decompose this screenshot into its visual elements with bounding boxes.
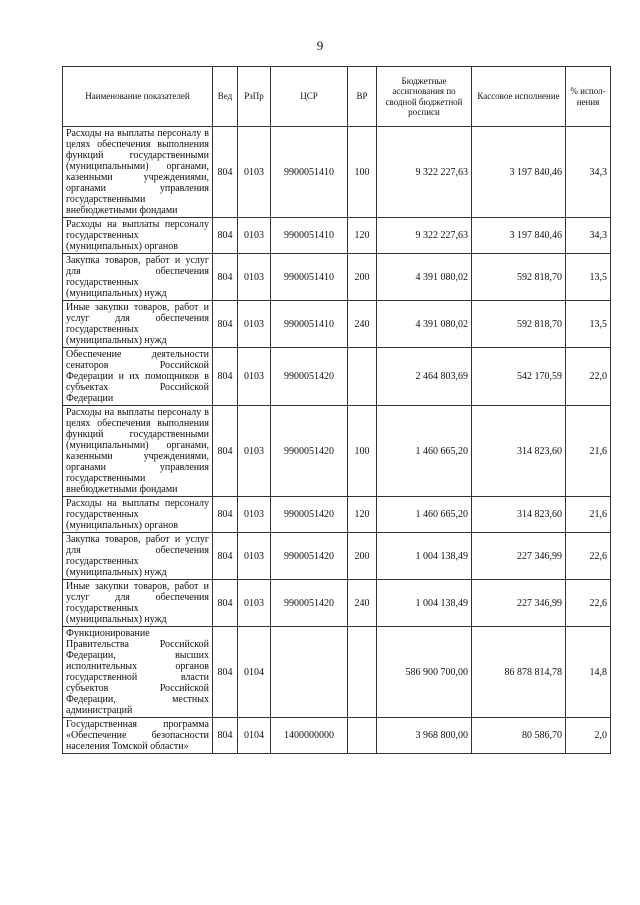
cell-budget: 9 322 227,63 (377, 127, 472, 218)
cell-csr: 9900051410 (271, 218, 348, 254)
cell-rzpr: 0103 (238, 301, 271, 348)
cell-name: Расходы на выплаты персоналу государственных (муниципальных) органов (63, 497, 213, 533)
cell-vr (348, 718, 377, 754)
cell-ved: 804 (213, 218, 238, 254)
cell-rzpr: 0103 (238, 127, 271, 218)
table-header-row (63, 67, 611, 127)
cell-cash: 314 823,60 (472, 497, 566, 533)
cell-name: Расходы на выплаты персоналу государственных (муниципальных) органов (63, 218, 213, 254)
cell-rzpr: 0103 (238, 254, 271, 301)
cell-vr: 200 (348, 533, 377, 580)
cell-vr: 240 (348, 301, 377, 348)
cell-percent: 2,0 (566, 718, 611, 754)
cell-rzpr: 0103 (238, 218, 271, 254)
cell-ved: 804 (213, 497, 238, 533)
cell-rzpr: 0104 (238, 627, 271, 718)
cell-cash: 314 823,60 (472, 406, 566, 497)
cell-cash: 3 197 840,46 (472, 218, 566, 254)
cell-csr: 9900051420 (271, 348, 348, 406)
cell-csr: 9900051420 (271, 533, 348, 580)
cell-csr: 9900051410 (271, 127, 348, 218)
header-cash: Кассовое исполнение (472, 67, 566, 127)
cell-csr (271, 627, 348, 718)
table-row (63, 497, 611, 533)
cell-budget: 1 460 665,20 (377, 497, 472, 533)
cell-ved: 804 (213, 348, 238, 406)
cell-name: Закупка товаров, работ и услуг для обеспечения государственных (муниципальных) нужд (63, 254, 213, 301)
cell-vr (348, 348, 377, 406)
cell-rzpr: 0104 (238, 718, 271, 754)
header-name: Наименование показателей (63, 67, 213, 127)
cell-budget: 1 004 138,49 (377, 580, 472, 627)
header-budget: Бюджетные ассигнования по сводной бюджетной росписи (377, 67, 472, 127)
cell-rzpr: 0103 (238, 406, 271, 497)
table-row (63, 627, 611, 718)
cell-budget: 3 968 800,00 (377, 718, 472, 754)
cell-ved: 804 (213, 301, 238, 348)
cell-name: Обеспечение деятельности сенаторов Российской Федерации и их помощников в субъектах Российской Федерации (63, 348, 213, 406)
cell-budget: 4 391 080,02 (377, 254, 472, 301)
cell-name: Расходы на выплаты персоналу в целях обеспечения выполнения функций государственными (муниципальными) органами, казенными учреждениями, органами управления государственными внебюджетными фондами (63, 127, 213, 218)
cell-percent: 21,6 (566, 406, 611, 497)
cell-percent: 13,5 (566, 254, 611, 301)
cell-ved: 804 (213, 718, 238, 754)
cell-rzpr: 0103 (238, 580, 271, 627)
cell-budget: 586 900 700,00 (377, 627, 472, 718)
cell-vr: 240 (348, 580, 377, 627)
cell-cash: 227 346,99 (472, 580, 566, 627)
cell-ved: 804 (213, 580, 238, 627)
cell-budget: 4 391 080,02 (377, 301, 472, 348)
cell-cash: 86 878 814,78 (472, 627, 566, 718)
cell-percent: 22,0 (566, 348, 611, 406)
cell-vr: 120 (348, 218, 377, 254)
cell-budget: 1 460 665,20 (377, 406, 472, 497)
cell-ved: 804 (213, 406, 238, 497)
header-percent: % испол-нения (566, 67, 611, 127)
table-row (63, 533, 611, 580)
cell-percent: 14,8 (566, 627, 611, 718)
page-number: 9 (316, 38, 324, 53)
cell-vr: 120 (348, 497, 377, 533)
cell-cash: 592 818,70 (472, 254, 566, 301)
table-row (63, 127, 611, 218)
table-row (63, 406, 611, 497)
cell-ved: 804 (213, 533, 238, 580)
cell-name: Государственная программа «Обеспечение безопасности населения Томской области» (63, 718, 213, 754)
cell-cash: 227 346,99 (472, 533, 566, 580)
cell-rzpr: 0103 (238, 497, 271, 533)
cell-ved: 804 (213, 254, 238, 301)
header-csr: ЦСР (271, 67, 348, 127)
cell-budget: 2 464 803,69 (377, 348, 472, 406)
cell-name: Расходы на выплаты персоналу в целях обеспечения выполнения функций государственными (муниципальными) органами, казенными учреждениями, органами управления государственными внебюджетными фондами (63, 406, 213, 497)
header-rzpr: РзПр (238, 67, 271, 127)
cell-percent: 22,6 (566, 580, 611, 627)
cell-csr: 9900051410 (271, 254, 348, 301)
budget-execution-table (62, 66, 611, 754)
cell-percent: 34,3 (566, 218, 611, 254)
cell-name: Иные закупки товаров, работ и услуг для обеспечения государственных (муниципальных) нужд (63, 580, 213, 627)
table-row (63, 718, 611, 754)
cell-ved: 804 (213, 627, 238, 718)
cell-csr: 9900051420 (271, 497, 348, 533)
header-ved: Вед (213, 67, 238, 127)
table-row (63, 580, 611, 627)
cell-rzpr: 0103 (238, 348, 271, 406)
cell-cash: 592 818,70 (472, 301, 566, 348)
table-row (63, 254, 611, 301)
table-row (63, 348, 611, 406)
cell-percent: 21,6 (566, 497, 611, 533)
cell-percent: 34,3 (566, 127, 611, 218)
cell-csr: 9900051420 (271, 406, 348, 497)
cell-cash: 542 170,59 (472, 348, 566, 406)
cell-name: Иные закупки товаров, работ и услуг для обеспечения государственных (муниципальных) нужд (63, 301, 213, 348)
table-row (63, 218, 611, 254)
table-row (63, 301, 611, 348)
cell-percent: 13,5 (566, 301, 611, 348)
cell-csr: 9900051420 (271, 580, 348, 627)
cell-vr: 200 (348, 254, 377, 301)
cell-vr (348, 627, 377, 718)
cell-csr: 9900051410 (271, 301, 348, 348)
table-body (63, 127, 611, 754)
cell-vr: 100 (348, 406, 377, 497)
cell-percent: 22,6 (566, 533, 611, 580)
cell-cash: 80 586,70 (472, 718, 566, 754)
cell-vr: 100 (348, 127, 377, 218)
cell-csr: 1400000000 (271, 718, 348, 754)
cell-cash: 3 197 840,46 (472, 127, 566, 218)
header-vr: ВР (348, 67, 377, 127)
cell-ved: 804 (213, 127, 238, 218)
cell-budget: 1 004 138,49 (377, 533, 472, 580)
cell-budget: 9 322 227,63 (377, 218, 472, 254)
cell-name: Функционирование Правительства Российской Федерации, высших исполнительных органов государственной власти субъектов Российской Федерации, местных администраций (63, 627, 213, 718)
cell-rzpr: 0103 (238, 533, 271, 580)
cell-name: Закупка товаров, работ и услуг для обеспечения государственных (муниципальных) нужд (63, 533, 213, 580)
